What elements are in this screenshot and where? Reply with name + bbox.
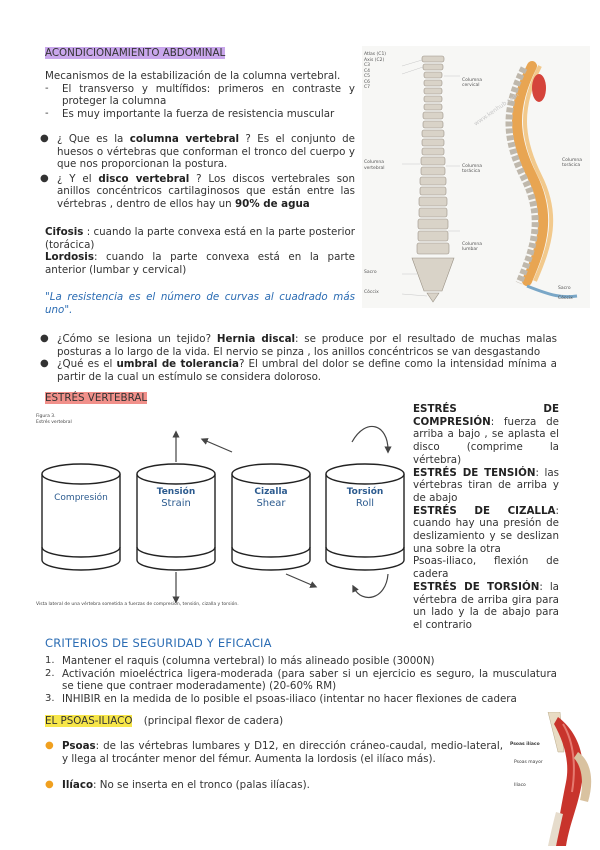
def-torsion [413,581,559,632]
spine-left-labels [364,52,394,91]
figure-caption-bottom: Vista lateral de una vértebra sometida a fuerzas de compresión, tensión, cizalla y torsión. [36,602,239,607]
bullet-dot-icon: ● [40,133,49,144]
bullet-dot-icon: ● [40,333,49,344]
bullet-dot-icon: ● [40,358,49,370]
bold-term: umbral de tolerancia [116,358,239,371]
psoas-text: : de las vértebras lumbares y D12, en dirección cráneo-caudal, medio-lateral, y llega al trocánter menor del fémur. Aumenta la lordosis (el ilíaco más). [62,740,503,765]
iliaco-text: : No se inserta en el tronco (palas ilíacas). [93,779,310,792]
num: 1. [45,655,55,666]
text: ¿ Que es la [57,133,130,145]
cyl-sub: Roll [355,498,375,509]
spine-label-coccyx-lateral: Cóccix [558,296,573,301]
mecanismos-block [45,70,355,120]
bullet-list-2 [40,333,557,383]
section-title-criterios: CRITERIOS DE SEGURIDAD Y EFICACIA [45,636,272,650]
psoas-fig-label-2: Psoas mayor [514,760,543,765]
lordosis-label: Lordosis [45,251,94,264]
arrow-shear-top-icon [204,440,232,452]
figure-caption-top [36,414,72,425]
cifosis-label: Cifosis [45,226,84,238]
lordosis-line [45,251,355,276]
text: : cuando la parte convexa está en la parte posterior (torácica) [45,226,355,251]
cyl-name: Compresión [54,493,108,503]
criterio-text: Activación mioeléctrica ligera-moderada (para saber si un ejercicio es seguro, la musculatura se tiene que contraer moderadamente) (20-60% RM) [62,667,557,693]
bullet-umbral [40,358,557,383]
label: C7 [364,85,371,90]
text: ? El umbral del dolor se define como la intensidad mínima a partir de la cual un estímulo se considera doloroso. [57,358,557,383]
cifosis-line [45,226,355,251]
spine-label-sacrum-lateral: Sacro [558,286,571,291]
psoas-item [45,740,503,765]
spine-label-toracica: Columna torácica [462,164,482,174]
criterio-text: Mantener el raquis (columna vertebral) lo más alineado posible (3000N) [62,655,435,667]
cyl-sub: Strain [161,498,191,509]
psoas-muscle-illustration [508,712,594,846]
num: 3. [45,692,55,704]
label: Atlas (C1) [364,52,387,57]
cyl-name: Torsión [346,487,384,497]
def-text: : la vértebra de arriba gira para un lado y la de abajo para el contrario [413,580,559,631]
stress-figure [36,412,406,617]
bullet-dot-icon: ● [40,172,49,184]
caption-line: Estrés vertebral [36,419,72,425]
bullet-columna [40,133,355,171]
label: C4 [364,68,371,74]
spine-label-coccix: Cóccix [364,290,379,295]
spine-label-sacro: Sacro [364,270,377,275]
cylinder-torsion [326,464,404,570]
label: C3 [364,63,371,68]
stress-cylinders-svg [36,412,406,617]
stress-definitions [413,403,559,632]
num: 2. [45,667,55,679]
def-cizalla [413,505,559,556]
title-text: ESTRÉS VERTEBRAL [45,392,148,404]
def-tension [413,467,559,505]
iliaco-label: Ilíaco [62,779,94,792]
spine-label-toracica-lateral: Columna torácica [562,158,582,168]
cylinder-label-cizalla [232,486,310,510]
criterios-list [45,655,557,705]
cylinder-label-compresion [42,492,120,504]
title-text: EL PSOAS-ILIACO [45,715,133,727]
bullet-dot-icon: ● [45,740,54,751]
cifosis-lordosis-block [45,226,355,276]
spine-label-columna: Columna vertebral [364,160,385,171]
bullet-dot-icon: ● [45,779,54,791]
text: ¿Qué es el [57,358,117,371]
iliaco-item [45,779,503,792]
criterio-text: INHIBIR en la medida de lo posible el psoas-iliaco (intentar no hacer flexiones de cadera [62,692,517,705]
bullet-list-1 [40,133,355,211]
psoas-figure [508,712,594,846]
bold-term: Hernia discal [216,333,296,345]
label: C6 [364,79,371,85]
def-label: ESTRÉS DE TENSIÓN [413,466,536,479]
def-text: : las vértebras tiran de arriba y de abajo [413,466,560,504]
mecanismos-line: Mecanismos de la estabilización de la columna vertebral. [45,70,341,82]
bullet-hernia [40,333,557,358]
dash-text: El transverso y multífidos: primeros en contraste y proteger la columna [62,82,355,108]
cylinder-tension [137,464,215,570]
arrow-shear-bottom-icon [286,574,314,586]
psoas-fig-label-3: Ilíaco [514,783,526,788]
def-cizalla-extra: Psoas-iliaco, flexión de cadera [413,555,559,581]
watermark: www.kenhub.com [472,91,521,128]
dash-item-1: - El transverso y multífidos: primeros en contraste y proteger la columna [45,82,355,108]
arrow-torsion-top-icon [352,426,388,450]
label: Axis (C2) [364,57,385,63]
quote-resistencia: "La resistencia es el número de curvas al cuadrado más uno". [45,291,355,316]
cylinder-cizalla [232,464,310,570]
bold-term: columna vertebral [129,133,240,145]
text: : se produce por el resultado de muchas malas posturas a lo largo de la vida. El nervio se pinza , los anillos concéntricos se van desgastando [57,333,557,358]
def-label: ESTRÉS DE COMPRESIÓN [413,403,559,428]
spine-label-cervical: Columna cervical [462,78,482,88]
spine-label-lumbar: Columna lumbar [462,242,482,252]
spine-figure [362,46,590,308]
def-text: : cuando hay una presión de deslizamiento y se deslizan una sobre la otra [413,504,559,555]
cyl-name: Cizalla [254,487,288,497]
dash-item-2: - Es muy importante la fuerza de resistencia muscular [45,107,335,120]
label: C5 [364,74,371,79]
section-title-estres [45,392,147,405]
text: ¿Cómo se lesiona un tejido? [57,333,217,345]
text: : cuando la parte convexa está en la parte anterior (lumbar y cervical) [45,251,355,276]
subtitle-text: (principal flexor de cadera) [143,715,284,727]
title-text: ACONDICIONAMIENTO ABDOMINAL [45,47,226,59]
cylinder-label-torsion [326,486,404,510]
criterio-item-1 [45,655,557,668]
def-text: : fuerza de arriba a bajo , se aplasta el disco (comprime la vértebra) [413,415,559,466]
bold-term: 90% de agua [234,197,310,210]
psoas-fig-label-1: Psoas ilíaco [510,742,540,747]
section-title-psoas [45,715,283,728]
text: ? Es el conjunto de huesos o vértebras que conforman el tronco del cuerpo y que nos proporcionan la postura. [57,133,355,171]
text: ? Los discos vertebrales son anillos concéntricos cartilaginosos que están entre las vértebras , dentro de ellos hay un [57,172,355,210]
psoas-label: Psoas [62,740,96,752]
arrow-torsion-bottom-icon [354,574,388,597]
criterio-item-2 [45,668,557,693]
def-label: ESTRÉS DE TORSIÓN [413,580,540,593]
caption-line: Figura 3. [36,414,56,419]
criterio-item-3 [45,693,557,706]
section-title-acondicionamiento [45,47,225,60]
bullet-disco [40,173,355,211]
def-compresion [413,403,559,467]
bold-term: disco vertebral [98,172,190,185]
cyl-sub: Shear [256,498,286,509]
cyl-name: Tensión [156,487,196,497]
def-label: ESTRÉS DE CIZALLA [413,504,556,517]
text: ¿ Y el [57,172,99,185]
psoas-list [45,740,503,792]
dash-text: Es muy importante la fuerza de resistencia muscular [62,107,335,120]
cylinder-compresion [42,464,120,570]
cylinder-label-tension [137,486,215,510]
